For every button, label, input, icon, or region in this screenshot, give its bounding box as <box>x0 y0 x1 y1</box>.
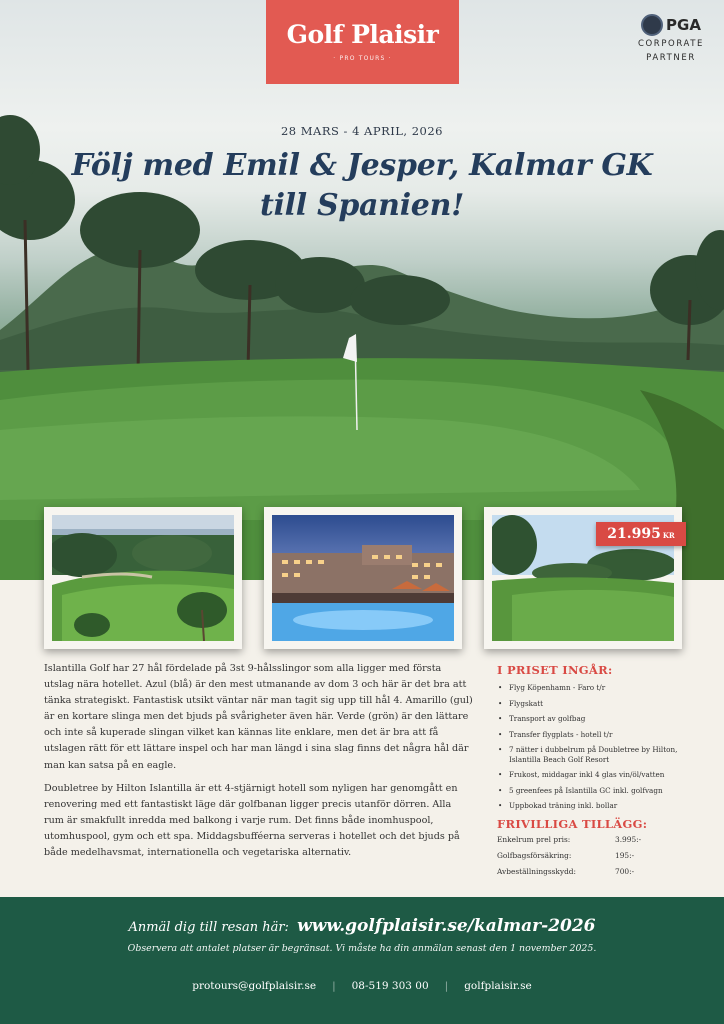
description-golf: Islantilla Golf har 27 hål fördelade på 3st 9-hålsslingor som alla ligger med första utslag nära hotellet. Azul (blå) är den mest utmanande av dom 3 och här är det bra att tänka strategiskt. Fantastisk utsikt väntar när man tagit sig upp till hål 4. Amarillo (gul) är en kortare slinga men det bjuds på svårigheter även här. Verde (grön) är den lättare och inte så kuperade slingan vilket kan kännas lite enklare, men det är bra att få utslagen rätt för ett lättare inspel och har man längd i sina slag finns det några hål där man kan satsa på en eagle. <box>44 663 473 771</box>
golf-plaisir-logo[interactable] <box>266 0 459 84</box>
contact-bar <box>0 980 724 992</box>
pga-line1: CORPORATE <box>637 39 705 49</box>
page-headline <box>40 146 684 226</box>
included-list <box>497 683 687 811</box>
footer <box>0 897 724 1024</box>
pga-corporate-partner-logo <box>628 14 714 64</box>
addon-row <box>497 835 687 845</box>
headline-line1: Följ med Emil & Jesper, Kalmar GK <box>71 148 653 183</box>
addon-label: Golfbagsförsäkring: <box>497 850 572 860</box>
list-item: • Transfer flygplats - hotell t/r <box>497 730 687 740</box>
price-badge <box>596 522 686 546</box>
pga-line2: PARTNER <box>646 53 696 63</box>
list-item: • Transport av golfbag <box>497 714 687 724</box>
addon-row <box>497 851 687 861</box>
cta-prefix: Anmäl dig till resan här: <box>128 920 289 935</box>
logo-subtitle: · PRO TOURS · <box>333 55 392 62</box>
description <box>44 661 474 861</box>
trip-date: 28 MARS - 4 APRIL, 2026 <box>280 124 444 138</box>
signup-notice: Observera att antalet platser är begränsat. Vi måste ha din anmälan senast den 1 november 2025. <box>127 943 597 954</box>
addon-value: 700:- <box>615 866 635 876</box>
photo-hotel-pool <box>264 507 462 649</box>
headline-line2: till Spanien! <box>260 188 464 223</box>
signup-cta <box>0 916 724 936</box>
list-item: • Flyg Köpenhamn - Faro t/r <box>497 683 687 693</box>
golf-coast-image <box>52 515 234 641</box>
email-link[interactable]: protours@golfplaisir.se <box>192 980 317 992</box>
price-details <box>497 663 687 877</box>
list-item: • Frukost, middagar inkl 4 glas vin/öl/vatten <box>497 770 687 780</box>
addon-label: Enkelrum prel pris: <box>497 834 571 844</box>
logo-title: Golf Plaisir <box>286 20 439 49</box>
list-item: • 7 nätter i dubbelrum på Doubletree by Hilton, Islantilla Beach Golf Resort <box>497 745 687 764</box>
description-hotel: Doubletree by Hilton Islantilla är ett 4-stjärnigt hotell som nyligen har genomgått en renovering med ett fantastiskt läge där golfbanan ligger precis utanför dörren. Alla rum är smakfullt inredda med balkong i varje rum. Det finns både inomhuspool, utomhuspool, gym och ett spa. Middagsbufféerna serveras i hotellet och det bjuds på både medelhavsmat, internationella och vegetariska alternativ. <box>44 782 460 859</box>
included-title: I PRISET INGÅR: <box>497 663 613 677</box>
price-unit: KR <box>662 531 675 540</box>
list-item: • Uppbokad träning inkl. bollar <box>497 801 687 811</box>
price-amount: 21.995 <box>607 526 661 542</box>
separator: | <box>332 980 336 992</box>
addons-title: FRIVILLIGA TILLÄGG: <box>497 816 648 831</box>
addon-label: Avbeställningsskydd: <box>497 866 577 876</box>
signup-link[interactable]: www.golfplaisir.se/kalmar-2026 <box>297 916 596 936</box>
pga-emblem-icon <box>641 14 663 36</box>
photo-golf-coast <box>44 507 242 649</box>
list-item: • 5 greenfees på Islantilla GC inkl. golfvagn <box>497 786 687 796</box>
phone-link[interactable]: 08-519 303 00 <box>351 980 429 992</box>
separator: | <box>444 980 449 992</box>
addon-value: 195:- <box>615 850 635 860</box>
list-item: • Flygskatt <box>497 699 687 709</box>
addon-row <box>497 867 687 877</box>
addon-value: 3.995:- <box>615 834 642 844</box>
hotel-pool-image <box>272 515 454 641</box>
website-link[interactable]: golfplaisir.se <box>464 980 532 992</box>
pga-name: PGA <box>666 16 701 34</box>
